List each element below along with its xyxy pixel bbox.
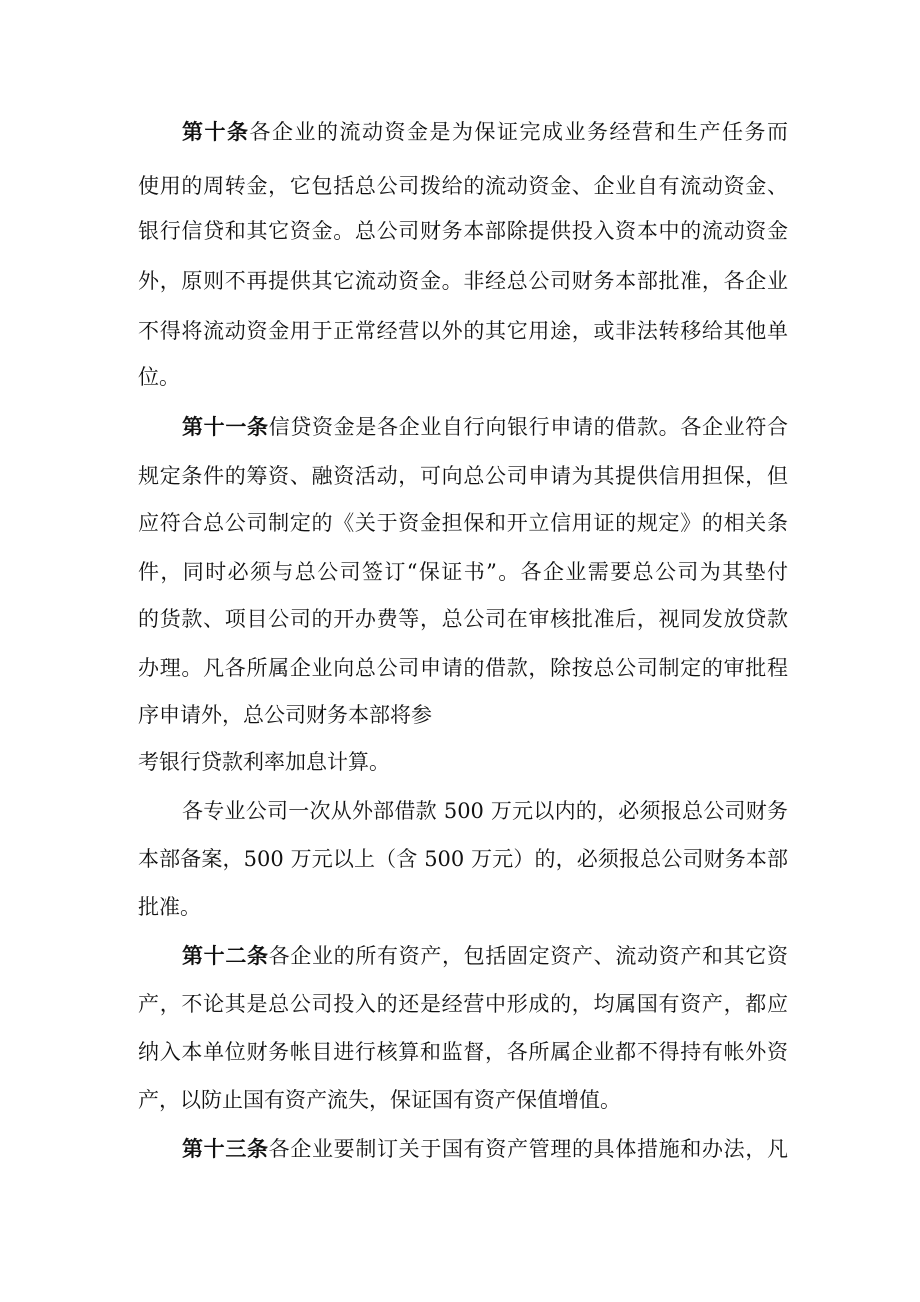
article-11-line-4: 件，同时必须与总公司签订“保证书”。各企业需要总公司为其垫付	[138, 560, 788, 584]
article-13-text-1: 各企业要制订关于国有资产管理的具体措施和办法，凡	[268, 1137, 788, 1161]
article-10-line-3: 银行信贷和其它资金。总公司财务本部除提供投入资本中的流动资金	[138, 219, 788, 243]
loan-limit-line-2: 本部备案，500 万元以上（含 500 万元）的，必须报总公司财务本部	[138, 847, 788, 871]
article-10-line-1	[182, 113, 788, 151]
article-11-line-1	[182, 408, 788, 446]
article-11-text-1: 信贷资金是各企业自行向银行申请的借款。各企业符合	[268, 415, 788, 439]
article-10-line-4: 外，原则不再提供其它流动资金。非经总公司财务本部批准，各企业	[138, 269, 788, 293]
article-11-line-5: 的货款、项目公司的开办费等，总公司在审核批准后，视同发放贷款	[138, 607, 788, 631]
article-13-line-1	[182, 1130, 788, 1168]
article-12-line-3: 纳入本单位财务帐目进行核算和监督，各所属企业都不得持有帐外资	[138, 1040, 788, 1064]
article-10-line-2: 使用的周转金，它包括总公司拨给的流动资金、企业自有流动资金、	[138, 174, 788, 198]
article-12-line-4: 产，以防止国有资产流失，保证国有资产保值增值。	[138, 1088, 621, 1112]
article-11-line-3: 应符合总公司制定的《关于资金担保和开立信用证的规定》的相关条	[138, 511, 788, 535]
article-10-text-1: 各企业的流动资金是为保证完成业务经营和生产任务而	[249, 120, 788, 144]
article-12-line-1	[182, 937, 788, 975]
article-10-line-5: 不得将流动资金用于正常经营以外的其它用途，或非法转移给其他单	[138, 319, 788, 343]
article-11-line-6: 办理。凡各所属企业向总公司申请的借款，除按总公司制定的审批程	[138, 656, 788, 680]
article-12-heading: 第十二条	[182, 943, 269, 968]
loan-limit-line-1: 各专业公司一次从外部借款 500 万元以内的，必须报总公司财务	[182, 799, 788, 823]
article-12-text-1: 各企业的所有资产，包括固定资产、流动资产和其它资	[268, 944, 788, 968]
article-13-heading: 第十三条	[182, 1136, 269, 1161]
loan-limit-line-3: 批准。	[138, 895, 201, 919]
article-10-heading: 第十条	[182, 119, 250, 144]
article-11-line-8: 考银行贷款利率加息计算。	[138, 750, 390, 774]
article-11-line-7: 序申请外，总公司财务本部将参	[138, 703, 432, 727]
article-11-heading: 第十一条	[182, 414, 269, 439]
article-10-line-6: 位。	[138, 365, 180, 389]
article-12-line-2: 产，不论其是总公司投入的还是经营中形成的，均属国有资产，都应	[138, 992, 788, 1016]
article-11-line-2: 规定条件的筹资、融资活动，可向总公司申请为其提供信用担保，但	[138, 464, 788, 488]
